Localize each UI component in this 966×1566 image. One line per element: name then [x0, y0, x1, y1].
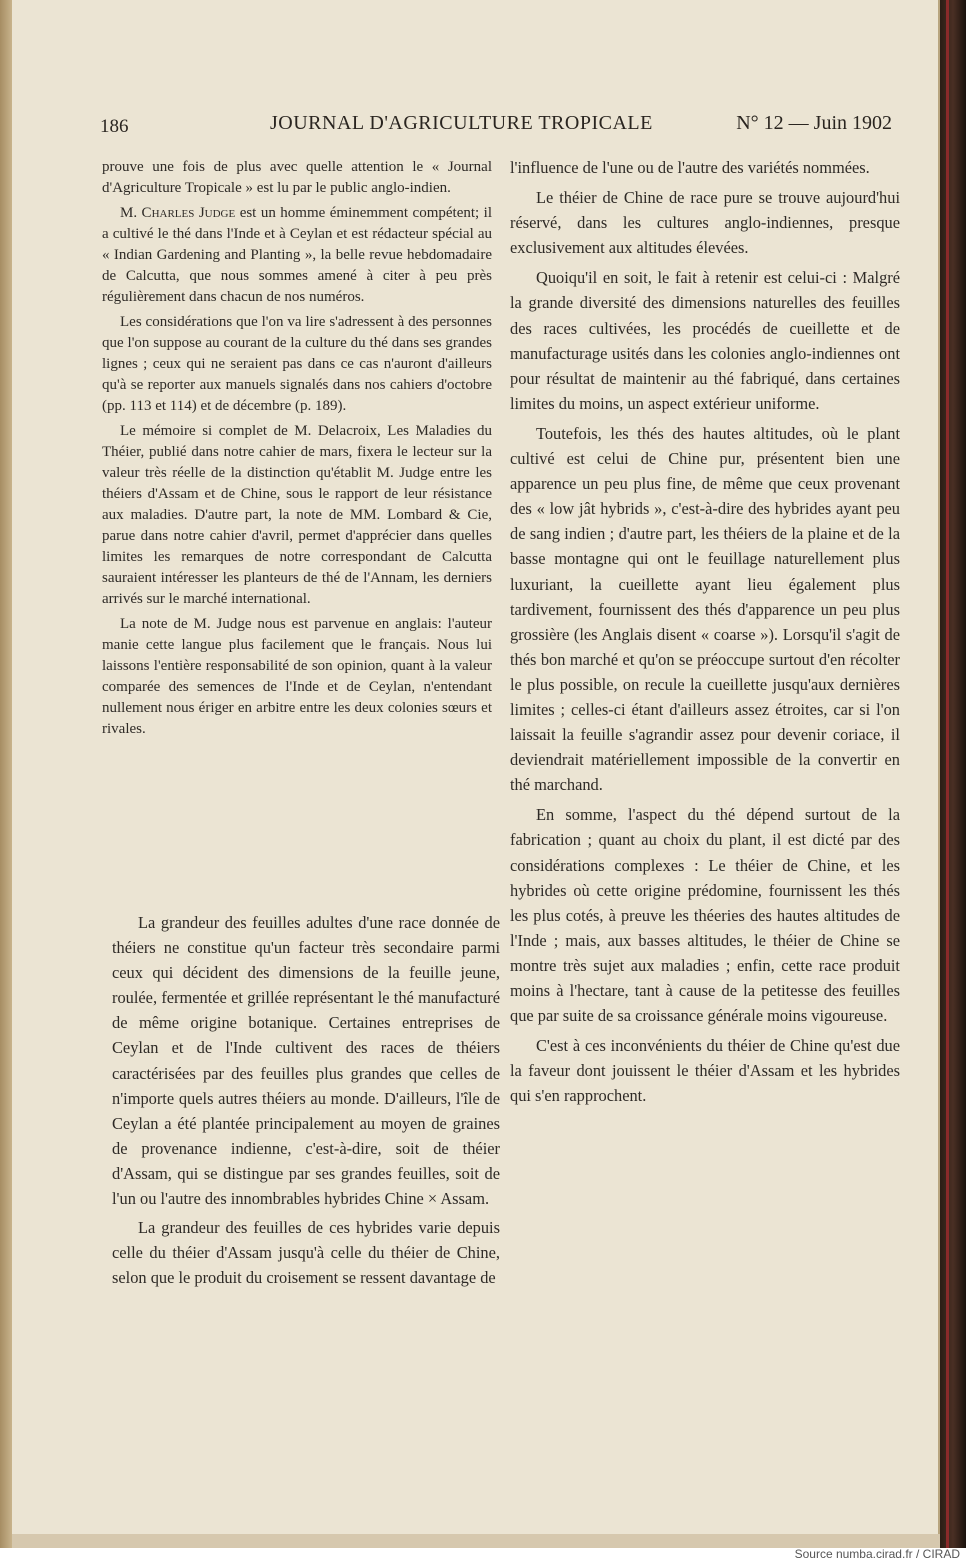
intro-paragraph-1: prouve une fois de plus avec quelle attention le « Journal d'Agriculture Tropicale » est lu par le public anglo-indien.	[102, 159, 492, 196]
author-name: M. Charles Judge	[120, 205, 236, 221]
body-paragraph-2: La grandeur des feuilles de ces hybrides varie depuis celle du théier d'Assam jusqu'à celle du théier de Chine, selon que le produit du croisement se ressent davantage de	[112, 1218, 500, 1288]
intro-paragraph-4: Le mémoire si complet de M. Delacroix, Les Maladies du Théier, publié dans notre cahier de mars, fixera le lecteur sur la valeur très réelle de la distinction qu'établit M. Judge entre les théiers d'Assam et de Chine, sous le rapport de leur résistance aux maladies. D'autre part, la note de MM. Lombard & Cie, parue dans notre cahier d'avril, permet d'apprécier dans quelles limites les remarques de notre correspondant de Calcutta sauraient intéresser les planteurs de thé de l'Annam, les derniers arrivés sur le marché international.	[102, 423, 492, 607]
right-paragraph-2: Le théier de Chine de race pure se trouve aujourd'hui réservé, dans les cultures anglo-indiennes, presque exclusivement aux altitudes élevées.	[510, 188, 900, 258]
right-paragraph-5: En somme, l'aspect du thé dépend surtout de la fabrication ; quant au choix du plant, il est dicté par des considérations complexes : Le théier de Chine, et les hybrides où cette origine prédomine, fournissent les thés les plus cotés, à preuve les théeries des hautes altitudes de l'Inde ; mais, aux basses altitudes, le théier de Chine se montre très sujet aux maladies ; enfin, cette race produit moins à l'hectare, tant à cause de la petitesse des feuilles que par suite de sa croissance générale moins vigoureuse.	[510, 805, 900, 1026]
journal-title: JOURNAL D'AGRICULTURE TROPICALE	[270, 112, 653, 134]
left-column-intro	[102, 157, 492, 744]
intro-paragraph-2: M. Charles Judge est un homme éminemment compétent; il a cultivé le thé dans l'Inde et à Ceylan et est rédacteur spécial au « Indian Gardening and Planting », la belle revue hebdomadaire de Calcutta, que nous sommes amené à citer à peu près régulièrement dans chacun de nos numéros.	[102, 205, 492, 305]
book-edge-stripe	[946, 0, 949, 1548]
right-column-body	[510, 155, 900, 1113]
right-paragraph-4: Toutefois, les thés des hautes altitudes, où le plant cultivé est celui de Chine pur, présentent bien une apparence un peu plus fine, de même que ceux provenant des « low jât hybrids », c'est-à-dire des hybrides ayant peu de sang indien ; d'autre part, les théiers de la plaine et de la basse montagne qui ont le feuillage naturellement plus luxuriant, la cueillette ayant lieu également plus tardivement, fournissent des thés d'apparence un peu plus grossière (les Anglais disent « coarse »). Lorsqu'il s'agit de thés bon marché et qu'on se préoccupe surtout d'en récolter le plus possible, on recule la cueillette jusqu'aux dernières limites ; celles-ci étant d'ailleurs assez étroites, car si l'on laissait la feuille s'agrandir assez pour devenir coriace, il deviendrait matériellement impossible de la convertir en thé marchand.	[510, 423, 900, 795]
right-paragraph-1: l'influence de l'une ou de l'autre des variétés nommées.	[510, 158, 870, 177]
page-header	[86, 112, 896, 146]
body-paragraph-1: La grandeur des feuilles adultes d'une race donnée de théiers ne constitue qu'un facteur très secondaire parmi ceux qui décident des dimensions de la feuille jeune, roulée, fermentée et grillée représentant le thé manufacturé de même origine botanique. Certaines entreprises de Ceylan et de l'Inde cultivent des races de théiers caractérisées par des feuilles plus grandes que celles de n'importe quels autres théiers au monde. D'ailleurs, l'île de Ceylan a été plantée principalement au moyen de graines de provenance indienne, c'est-à-dire, soit de théier d'Assam, qui se distingue par ses grandes feuilles, soit de l'un ou l'autre des innombrables hybrides Chine × Assam.	[112, 913, 500, 1209]
right-paragraph-3: Quoiqu'il en soit, le fait à retenir est celui-ci : Malgré la grande diversité des dimensions naturelles des feuilles des races cultivées, les procédés de cueillette et de manufacturage usités dans les colonies anglo-indiennes ont pour résultat de maintenir au thé fabriqué, dans certaines limites du moins, un aspect extérieur uniforme.	[510, 268, 900, 413]
intro-paragraph-3: Les considérations que l'on va lire s'adressent à des personnes que l'on suppose au courant de la culture du thé dans ses grandes lignes ; ceux qui ne seraient pas dans ce cas n'auront d'ailleurs qu'à se reporter aux manuels signalés dans nos cahiers d'octobre (pp. 113 et 114) et de décembre (p. 189).	[102, 314, 492, 414]
book-edge-right	[940, 0, 966, 1548]
issue-info: N° 12 — Juin 1902	[736, 112, 892, 134]
source-credit: Source numba.cirad.fr / CIRAD	[794, 1547, 960, 1561]
left-column-body	[112, 910, 500, 1294]
page-binding-left	[0, 0, 12, 1548]
right-paragraph-6: C'est à ces inconvénients du théier de Chine qu'est due la faveur dont jouissent le théier d'Assam et les hybrides qui s'en rapprochent.	[510, 1036, 900, 1106]
intro-paragraph-5: La note de M. Judge nous est parvenue en anglais: l'auteur manie cette langue plus facilement que le français. Nous lui laissons l'entière responsabilité de son opinion, quant à la valeur comparée des semences de l'Inde et de Ceylan, n'entendant nullement nous ériger en arbitre entre les deux colonies sœurs et rivales.	[102, 616, 492, 737]
page-number: 186	[100, 116, 129, 137]
